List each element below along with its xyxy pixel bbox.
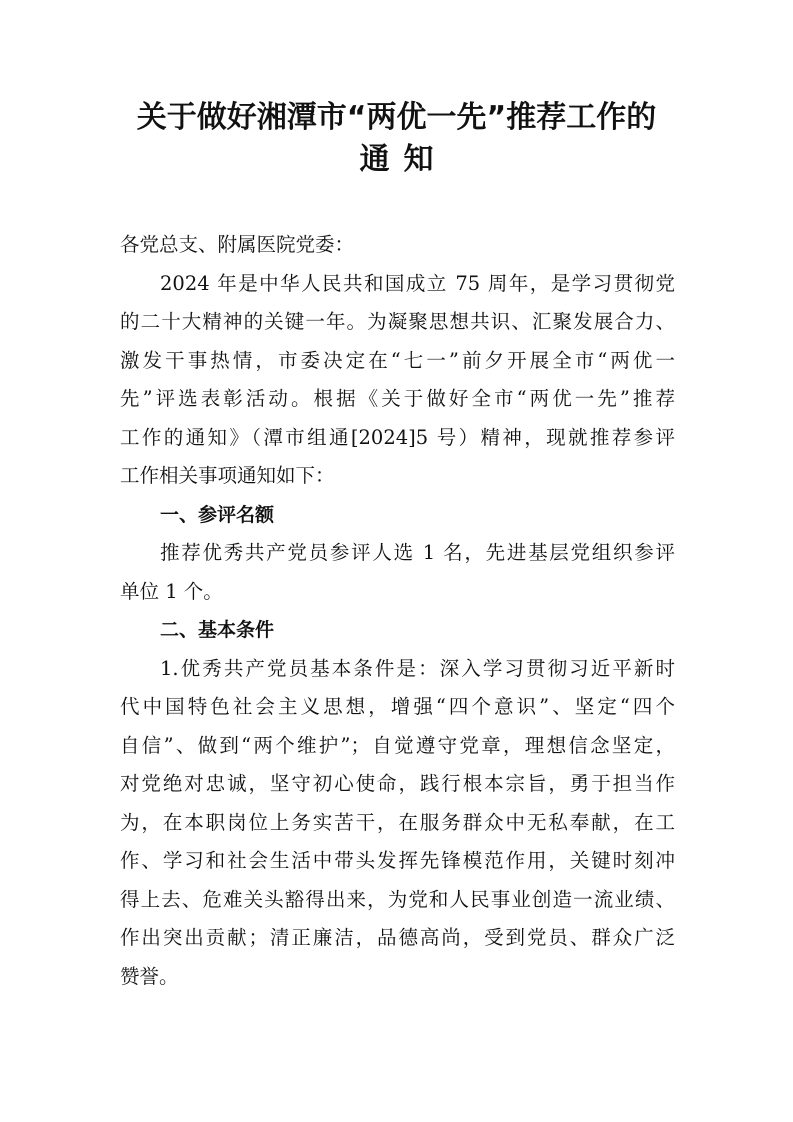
paragraph-line: 工作的通知》（潭市组通[2024]5 号）精神，现就推荐参评 [120, 425, 675, 449]
paragraph-line: 为，在本职岗位上务实苦干，在服务群众中无私奉献，在工 [120, 810, 675, 834]
paragraph-line: 对党绝对忠诚，坚守初心使命，践行根本宗旨，勇于担当作 [120, 772, 675, 795]
paragraph-line: 工作相关事项通知如下： [120, 464, 335, 487]
paragraph-line: 先”评选表彰活动。根据《关于做好全市“两优一先”推荐 [120, 387, 675, 410]
salutation: 各党总支、附属医院党委： [120, 233, 355, 256]
document-body [120, 226, 675, 996]
paragraph-line: 1.优秀共产党员基本条件是：深入学习贯彻习近平新时 [160, 656, 675, 680]
section-heading-quota: 一、参评名额 [160, 503, 275, 526]
paragraph-line: 得上去、危难关头豁得出来，为党和人民事业创造一流业绩、 [120, 887, 675, 911]
paragraph-line: 推荐优秀共产党员参评人选 1 名，先进基层党组织参评 [160, 541, 675, 564]
document-title-line-2: 通知 [359, 142, 448, 177]
paragraph-line: 单位 1 个。 [120, 579, 223, 603]
paragraph-line: 2024 年是中华人民共和国成立 75 周年，是学习贯彻党 [160, 271, 675, 295]
paragraph-line: 赞誉。 [120, 964, 179, 988]
section-heading-conditions: 二、基本条件 [160, 619, 275, 641]
paragraph-line: 作、学习和社会生活中带头发挥先锋模范作用，关键时刻冲 [120, 849, 675, 872]
paragraph-line: 自信”、做到“两个维护”；自觉遵守党章，理想信念坚定， [120, 733, 675, 757]
paragraph-line: 的二十大精神的关键一年。为凝聚思想共识、汇聚发展合力、 [120, 310, 675, 333]
paragraph-line: 激发干事热情，市委决定在“七一”前夕开展全市“两优一 [120, 348, 675, 372]
document-title-line-1: 关于做好湘潭市“两优一先”推荐工作的 [136, 100, 657, 135]
paragraph-line: 代中国特色社会主义思想，增强“四个意识”、坚定“四个 [120, 695, 675, 718]
paragraph-line: 作出突出贡献；清正廉洁，品德高尚，受到党员、群众广泛 [120, 926, 675, 949]
